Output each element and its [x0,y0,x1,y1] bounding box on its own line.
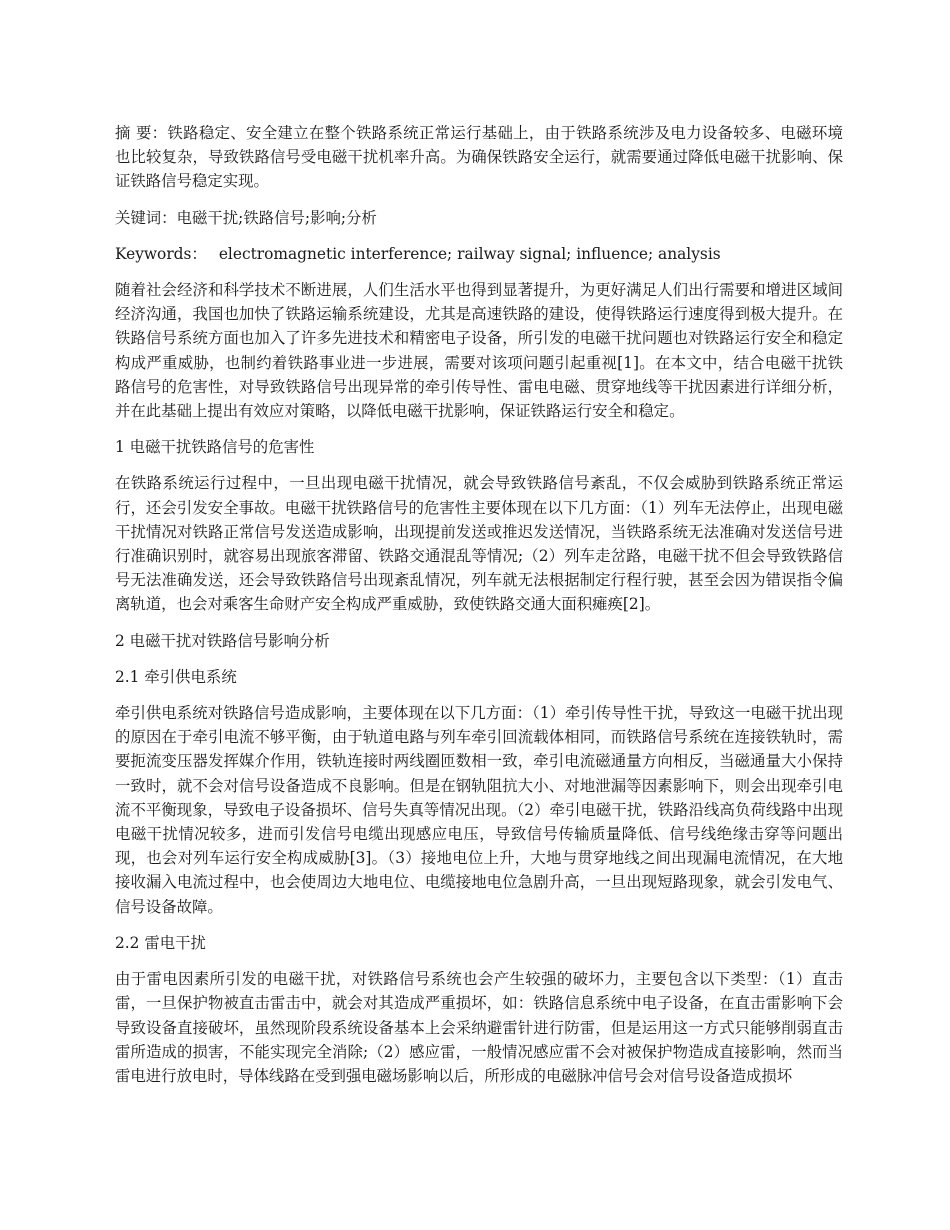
keywords-en [115,242,843,266]
keywords-cn-label: 关键词： [115,208,177,227]
section-2-heading: 2 电磁干扰对铁路信号影响分析 [115,631,330,650]
keywords-en-text: electromagnetic interference; railway signal; influence; analysis [218,244,721,263]
keywords-cn [115,206,843,230]
section-2-2-heading: 2.2 雷电干扰 [115,933,206,952]
abstract-text: 铁路稳定、安全建立在整个铁路系统正常运行基础上，由于铁路系统涉及电力设备较多、电磁环境也比较复杂，导致铁路信号受电磁干扰机率升高。为确保铁路安全运行，就需要通过降低电磁干扰影响、保证铁路信号稳定实现。 [115,124,843,191]
section-2-1-body: 牵引供电系统对铁路信号造成影响，主要体现在以下几方面：（1）牵引传导性干扰，导致这一电磁干扰出现的原因在于牵引电流不够平衡，由于轨道电路与列车牵引回流载体相同，而铁路信号系统在连接铁轨时，需要扼流变压器发挥媒介作用，铁轨连接时两线圈匝数相一致，牵引电流磁通量方向相反，当磁通量大小保持一致时，就不会对信号设备造成不良影响。但是在钢轨阻抗大小、对地泄漏等因素影响下，则会出现牵引电流不平衡现象，导致电子设备损坏、信号失真等情况出现。（2）牵引电磁干扰，铁路沿线高负荷线路中出现电磁干扰情况较多，进而引发信号电缆出现感应电压，导致信号传输质量降低、信号线绝缘击穿等问题出现，也会对列车运行安全构成威胁[3]。（3）接地电位上升，大地与贯穿地线之间出现漏电流情况，在大地接收漏入电流过程中，也会使周边大地电位、电缆接地电位急剧升高，一旦出现短路现象，就会引发电气、信号设备故障。 [115,704,843,916]
intro-paragraph: 随着社会经济和科学技术不断进展，人们生活水平也得到显著提升，为更好满足人们出行需要和增进区域间经济沟通，我国也加快了铁路运输系统建设，尤其是高速铁路的建设，使得铁路运行速度得到极大提升。在铁路信号系统方面也加入了许多先进技术和精密电子设备，所引发的电磁干扰问题也对铁路运行安全和稳定构成严重威胁，也制约着铁路事业进一步进展，需要对该项问题引起重视[1]。在本文中，结合电磁干扰铁路信号的危害性，对导致铁路信号出现异常的牵引传导性、雷电电磁、贯穿地线等干扰因素进行详细分析，并在此基础上提出有效应对策略，以降低电磁干扰影响，保证铁路运行安全和稳定。 [115,281,843,421]
abstract-label: 摘 要： [115,124,168,142]
document-page [115,121,843,1100]
keywords-en-label: Keywords： [115,244,207,263]
section-2-2-body: 由于雷电因素所引发的电磁干扰，对铁路信号系统也会产生较强的破坏力，主要包含以下类型：（1）直击雷，一旦保护物被直击雷击中，就会对其造成严重损坏，如：铁路信息系统中电子设备，在直击雷影响下会导致设备直接破坏，虽然现阶段系统设备基本上会采纳避雷针进行防雷，但是运用这一方式只能够削弱直击雷所造成的损害，不能实现完全消除;（2）感应雷，一般情况感应雷不会对被保护物造成直接影响，然而当雷电进行放电时，导体线路在受到强电磁场影响以后，所形成的电磁脉冲信号会对信号设备造成损坏 [115,970,843,1085]
keywords-cn-text: 电磁干扰;铁路信号;影响;分析 [176,208,377,227]
section-1-heading: 1 电磁干扰铁路信号的危害性 [115,438,315,457]
section-2-1-heading: 2.1 牵引供电系统 [115,667,237,686]
abstract [115,121,843,194]
section-1-body: 在铁路系统运行过程中，一旦出现电磁干扰情况，就会导致铁路信号紊乱，不仅会威胁到铁路系统正常运行，还会引发安全事故。电磁干扰铁路信号的危害性主要体现在以下几方面：（1）列车无法停止，出现电磁干扰情况对铁路正常信号发送造成影响，出现提前发送或推迟发送情况，当铁路系统无法准确对发送信号进行准确识别时，就容易出现旅客滞留、铁路交通混乱等情况;（2）列车走岔路，电磁干扰不但会导致铁路信号无法准确发送，还会导致铁路信号出现紊乱情况，列车就无法根据制定行程行驶，甚至会因为错误指令偏离轨道，也会对乘客生命财产安全构成严重威胁，致使铁路交通大面积瘫痪[2]。 [115,474,843,614]
